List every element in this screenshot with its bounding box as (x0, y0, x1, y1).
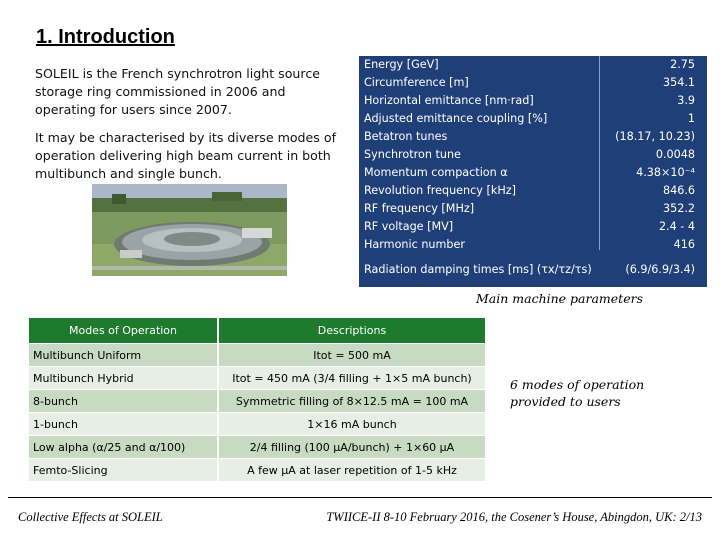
mode-name: Femto-Slicing (29, 459, 219, 481)
soleil-aerial-photo (92, 184, 287, 276)
mode-description: Itot = 500 mA (313, 349, 391, 362)
intro-paragraph-2: It may be characterised by its diverse modes of operation delivering high beam current in both multibunch and single bunch. (35, 130, 337, 181)
intro-paragraph-1: SOLEIL is the French synchrotron light source storage ring commissioned in 2006 and operating for users since 2007. (35, 66, 320, 117)
param-value: (6.9/6.9/3.4) (625, 263, 695, 276)
param-row (359, 128, 707, 146)
param-label: Momentum compaction α (364, 166, 508, 179)
param-label: Betatron tunes (364, 130, 448, 143)
param-label: Radiation damping times [ms] (τx/τz/τs) (364, 263, 592, 276)
param-label: RF frequency [MHz] (364, 202, 475, 215)
mode-name: Low alpha (α/25 and α/100) (29, 436, 219, 458)
footer-right: TWIICE-II 8-10 February 2016, the Cosener’s House, Abingdon, UK: 2/13 (326, 510, 702, 524)
param-label: RF voltage [MV] (364, 220, 454, 233)
param-row (359, 74, 707, 92)
modes-table-header (29, 318, 485, 344)
mode-name: Multibunch Uniform (29, 344, 219, 366)
modes-table (29, 318, 485, 482)
param-label: Circumference [m] (364, 76, 469, 89)
param-value: 416 (673, 238, 695, 251)
footer-rule (8, 497, 712, 498)
param-row (359, 218, 707, 236)
param-row (359, 182, 707, 200)
param-value: 1 (687, 112, 695, 125)
param-value: 4.38×10⁻⁴ (636, 166, 695, 179)
param-value: (18.17, 10.23) (615, 130, 695, 143)
param-label: Energy [GeV] (364, 58, 439, 71)
param-value: 846.6 (662, 184, 695, 197)
param-row (359, 200, 707, 218)
param-row (359, 146, 707, 164)
param-row (359, 56, 707, 74)
param-label: Harmonic number (364, 238, 465, 251)
footer-left: Collective Effects at SOLEIL (18, 510, 163, 524)
param-row (359, 236, 707, 254)
param-value: 352.2 (662, 202, 695, 215)
mode-description: 1×16 mA bunch (307, 418, 397, 431)
modes-header-mode: Modes of Operation (29, 318, 219, 343)
param-value: 354.1 (662, 76, 695, 89)
param-value: 2.4 - 4 (658, 220, 695, 233)
table-row (29, 344, 485, 367)
table-row (29, 367, 485, 390)
slide-title: 1. Introduction (36, 26, 175, 48)
modes-caption: 6 modes of operation provided to users (510, 377, 645, 409)
table-row (29, 413, 485, 436)
mode-description: 2/4 filling (100 μA/bunch) + 1×60 μA (249, 441, 455, 454)
table-row (29, 436, 485, 459)
param-label: Synchrotron tune (364, 148, 461, 161)
mode-description: Itot = 450 mA (3/4 filling + 1×5 mA bunch) (232, 372, 472, 385)
table-row (29, 459, 485, 482)
param-row (359, 164, 707, 182)
mode-description: A few μA at laser repetition of 1-5 kHz (247, 464, 457, 477)
machine-parameters-box (359, 56, 707, 287)
param-label: Horizontal emittance [nm·rad] (364, 94, 534, 107)
mode-description: Symmetric filling of 8×12.5 mA = 100 mA (235, 395, 469, 408)
mode-name: 1-bunch (29, 413, 219, 435)
param-row (359, 110, 707, 128)
param-value: 2.75 (670, 58, 695, 71)
param-label: Revolution frequency [kHz] (364, 184, 516, 197)
mode-name: Multibunch Hybrid (29, 367, 219, 389)
param-value: 3.9 (677, 94, 695, 107)
param-label: Adjusted emittance coupling [%] (364, 112, 548, 125)
param-value: 0.0048 (655, 148, 695, 161)
table-row (29, 390, 485, 413)
param-row (359, 92, 707, 110)
mode-name: 8-bunch (29, 390, 219, 412)
parameters-caption: Main machine parameters (476, 291, 643, 306)
soleil-aerial-photo-drawing (92, 184, 287, 276)
modes-header-desc: Descriptions (219, 318, 485, 343)
param-row-damping (359, 261, 707, 279)
